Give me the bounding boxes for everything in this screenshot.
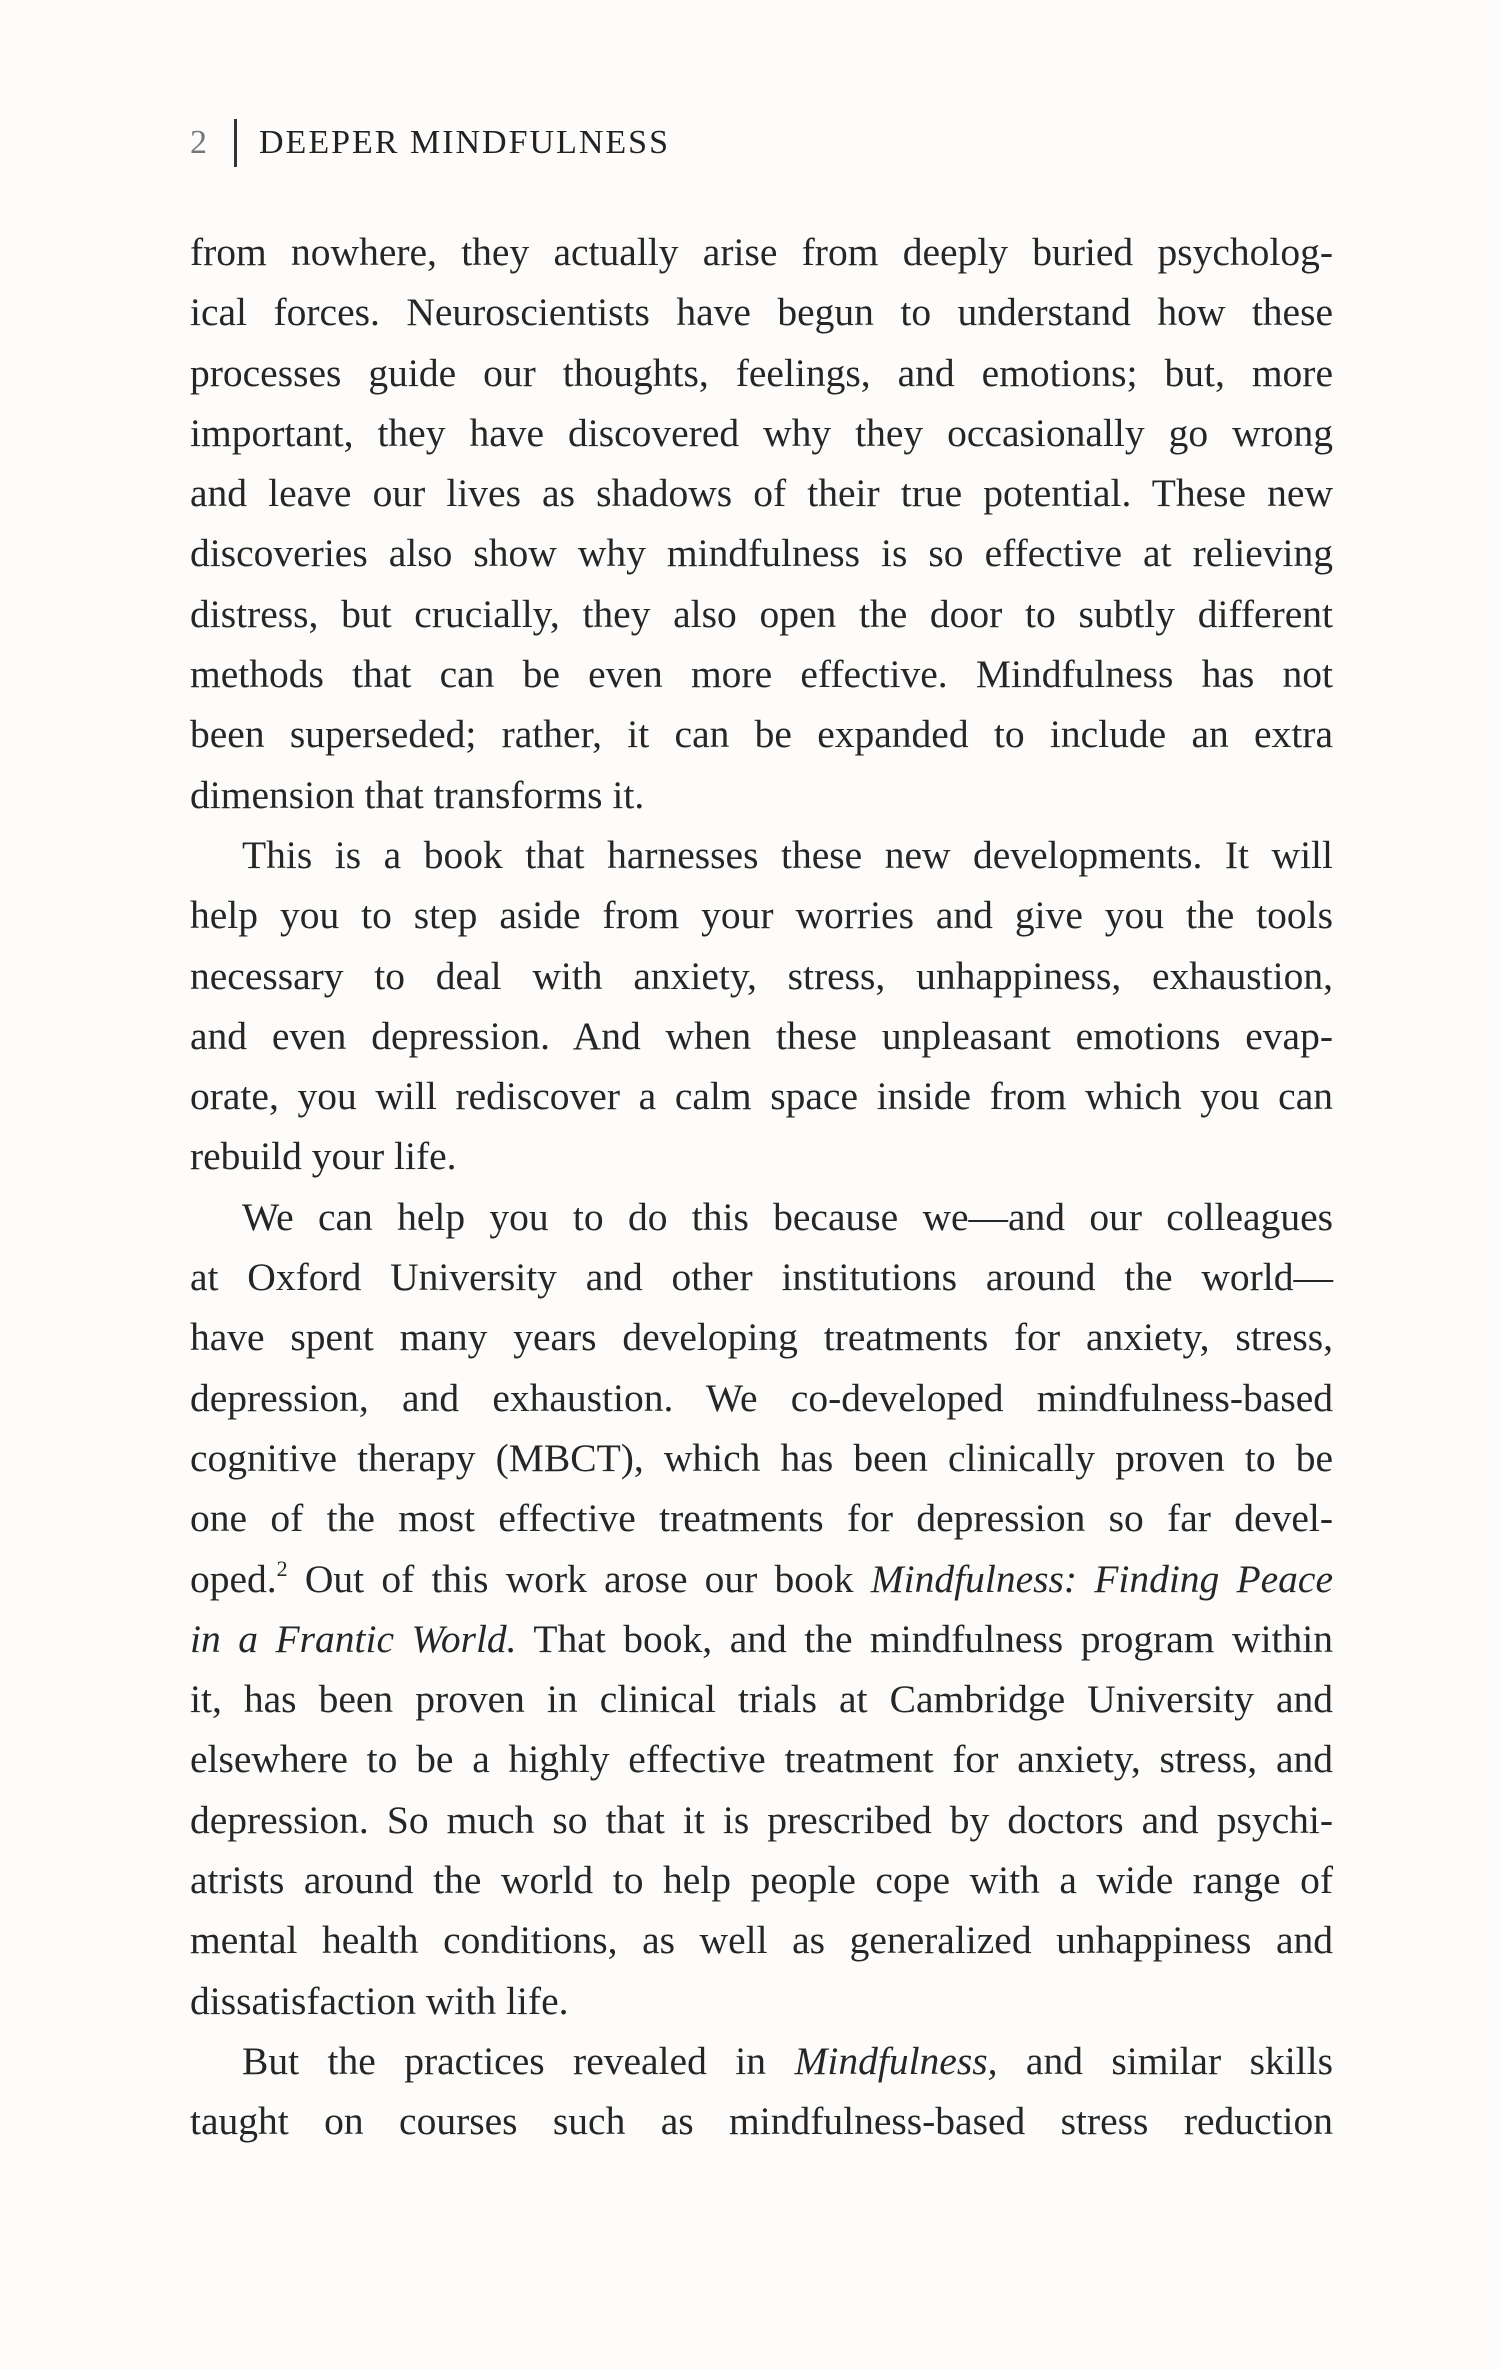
text-line: one of the most effective treatments for depression so far devel- [190, 1496, 1333, 1541]
text-span: That book, and the mindfulness program within [516, 1616, 1333, 1661]
text-line: We can help you to do this because we—and our colleagues [242, 1194, 1333, 1239]
text-line: from nowhere, they actually arise from deeply buried psycholog- [190, 230, 1333, 274]
text-line: depression. So much so that it is prescribed by doctors and psychi- [190, 1797, 1333, 1842]
body-text [190, 222, 1333, 2152]
text-line: orate, you will rediscover a calm space inside from which you can [190, 1074, 1333, 1119]
text-line: and even depression. And when these unpleasant emotions evap- [190, 1013, 1333, 1058]
text-line: taught on courses such as mindfulness-based stress reduction [190, 2099, 1333, 2144]
text-line [190, 1609, 1333, 1669]
text-line: mental health conditions, as well as generalized unhappiness and [190, 1918, 1333, 1963]
text-span: oped. [190, 1556, 277, 1601]
text-line: dissatisfaction with life. [190, 1978, 569, 2023]
running-header [190, 118, 670, 168]
book-title: Mindfulness, [794, 2038, 998, 2083]
text-line: help you to step aside from your worries and give you the tools [190, 893, 1333, 938]
text-line: methods that can be even more effective. Mindfulness has not [190, 652, 1333, 697]
header-divider [234, 119, 237, 167]
text-line: This is a book that harnesses these new developments. It will [242, 832, 1333, 877]
text-line [190, 2031, 1333, 2091]
text-span: Out of this work arose our book [287, 1556, 871, 1601]
text-line: have spent many years developing treatments for anxiety, stress, [190, 1315, 1333, 1360]
book-title: Mindfulness: Finding Peace [870, 1556, 1333, 1601]
text-line: dimension that transforms it. [190, 772, 645, 817]
text-span: and similar skills [997, 2038, 1333, 2083]
text-line: cognitive therapy (MBCT), which has been clinically proven to be [190, 1435, 1333, 1480]
text-line: processes guide our thoughts, feelings, and emotions; but, more [190, 350, 1333, 395]
text-line: been superseded; rather, it can be expanded to include an extra [190, 712, 1333, 757]
text-line: depression, and exhaustion. We co-developed mindfulness-based [190, 1375, 1333, 1420]
text-line: ical forces. Neuroscientists have begun to understand how these [190, 290, 1333, 335]
book-title: in a Frantic World. [190, 1616, 517, 1661]
text-line: important, they have discovered why they occasionally go wrong [190, 410, 1333, 455]
text-line: it, has been proven in clinical trials at Cambridge University and [190, 1677, 1333, 1722]
text-line: necessary to deal with anxiety, stress, unhappiness, exhaustion, [190, 953, 1333, 998]
text-span: But the practices revealed in [242, 2038, 795, 2083]
running-head-title: DEEPER MINDFULNESS [259, 124, 670, 161]
text-line: and leave our lives as shadows of their true potential. These new [190, 471, 1333, 516]
text-line: elsewhere to be a highly effective treatment for anxiety, stress, and [190, 1737, 1333, 1782]
text-line: rebuild your life. [190, 1134, 457, 1179]
text-line: distress, but crucially, they also open the door to subtly different [190, 591, 1333, 636]
text-line: atrists around the world to help people cope with a wide range of [190, 1858, 1333, 1903]
text-line [190, 1549, 1333, 1609]
text-line: at Oxford University and other institutions around the world— [190, 1255, 1333, 1300]
text-line: discoveries also show why mindfulness is so effective at relieving [190, 531, 1333, 576]
footnote-ref: 2 [276, 1555, 288, 1581]
page-number: 2 [190, 124, 207, 161]
